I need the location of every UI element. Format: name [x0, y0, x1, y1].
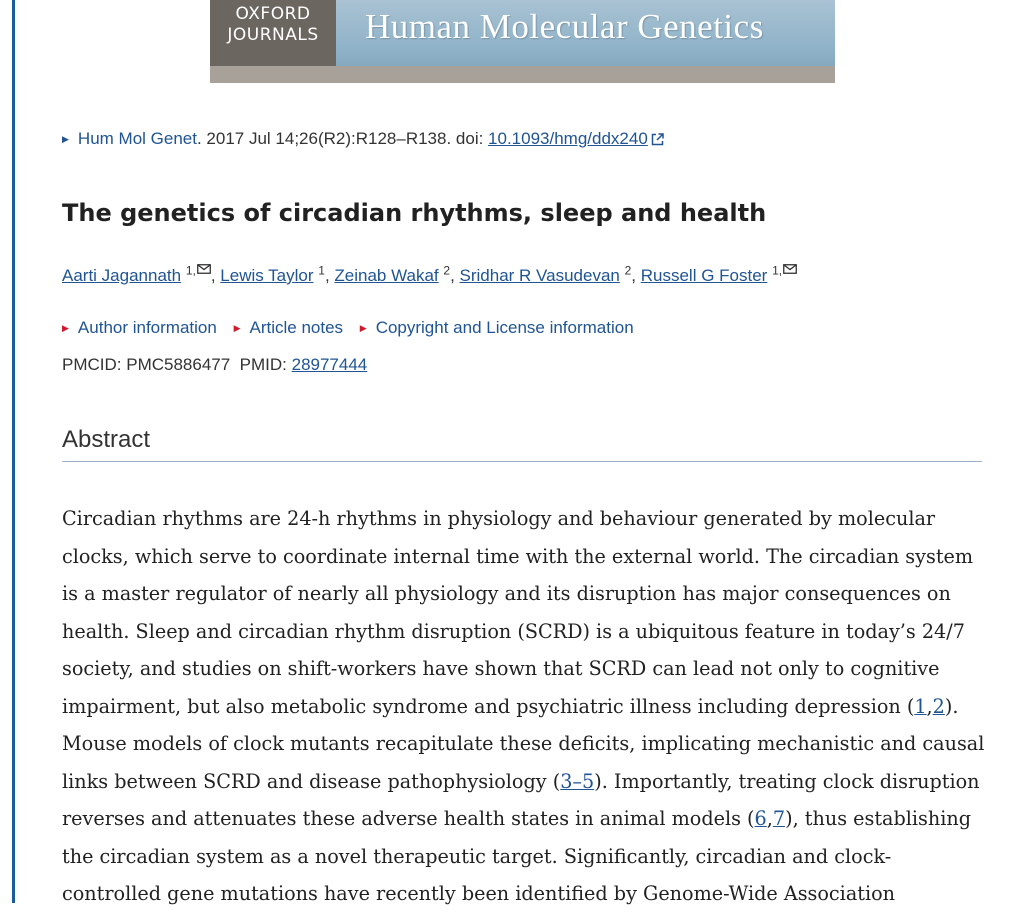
- journal-banner[interactable]: [210, 0, 835, 83]
- copyright-license-toggle[interactable]: [360, 318, 634, 337]
- left-accent-rule: [12, 0, 15, 903]
- citation-ref-link[interactable]: 3–5: [560, 769, 595, 793]
- author-affiliation: 1: [318, 263, 325, 278]
- author-link[interactable]: Zeinab Wakaf: [334, 266, 439, 285]
- author-affiliation: 2: [624, 263, 632, 278]
- article-identifiers: [62, 355, 367, 375]
- envelope-icon[interactable]: [783, 259, 797, 279]
- publisher-logo: [210, 0, 336, 66]
- abstract-text: ,: [766, 807, 773, 830]
- author-link[interactable]: Russell G Foster: [640, 266, 768, 285]
- pmcid-value: PMC5886477: [126, 355, 231, 374]
- copyright-license-label: Copyright and License information: [375, 318, 634, 337]
- article-info-links: [62, 318, 646, 338]
- article-title: The genetics of circadian rhythms, sleep and health: [62, 199, 767, 227]
- citation-ref-link[interactable]: 2: [932, 694, 945, 718]
- citation-ref-link[interactable]: 1: [914, 694, 927, 718]
- citation-ref-link[interactable]: 6: [754, 807, 767, 830]
- author-affiliation: 1,: [772, 263, 783, 278]
- doi-link[interactable]: 10.1093/hmg/ddx240: [488, 129, 648, 148]
- abstract-divider: [62, 461, 982, 462]
- envelope-icon[interactable]: [197, 259, 211, 279]
- article-notes-toggle[interactable]: [234, 318, 343, 337]
- expand-triangle-icon[interactable]: ▶: [62, 134, 69, 145]
- citation-line: [62, 129, 664, 151]
- author-link[interactable]: Sridhar R Vasudevan: [459, 266, 620, 285]
- abstract-text: ). Mouse models of clock mutants recapitulate these deficits, implicating mechanistic and causal links between SCRD and disease pathophysiology (: [62, 694, 985, 793]
- article-notes-label: Article notes: [249, 318, 344, 337]
- expand-triangle-icon: ▶: [359, 323, 367, 334]
- journal-link[interactable]: Hum Mol Genet: [77, 129, 197, 148]
- author-affiliation: 2: [443, 263, 451, 278]
- author-link[interactable]: Lewis Taylor: [220, 266, 314, 285]
- pmcid-label: PMCID:: [62, 355, 127, 374]
- author-list: Aarti Jagannath $^{1,}$ , Lewis Taylor $^1$, Zeinab Wakaf $^2$, Sridhar R Vasudevan $^2$, Russell G Foster $^{1,}$: [62, 259, 797, 286]
- abstract-text: Circadian rhythms are 24-h rhythms in physiology and behaviour generated by molecular clocks, which serve to coordinate internal time with the external world. The circadian system is a master regulator of nearly all physiology and its disruption has major consequences on health. Sleep and circadian rhythm disruption (SCRD) is a ubiquitous feature in today’s 24/7 society, and studies on shift-workers have shown that SCRD can lead not only to cognitive impairment, but also metabolic syndrome and psychiatric illness including depression (: [62, 507, 974, 718]
- external-link-icon[interactable]: [651, 131, 664, 151]
- abstract-text: ,: [926, 694, 933, 718]
- pmid-link[interactable]: 28977444: [291, 355, 368, 374]
- publisher-logo-line2: JOURNALS: [227, 25, 319, 45]
- abstract-paragraph: [62, 500, 987, 913]
- banner-strip: [210, 66, 835, 83]
- author-information-toggle[interactable]: [62, 318, 217, 337]
- citation-details: . 2017 Jul 14;26(R2):R128–R138. doi:: [196, 129, 489, 148]
- abstract-text: ), thus establishing the circadian system as a novel therapeutic target. Significantly, circadian and clock-controlled gene mutations have recently been identified by Genome-Wide Association: [62, 807, 972, 905]
- citation-ref-link[interactable]: 7: [772, 807, 786, 830]
- journal-banner-title: Human Molecular Genetics: [365, 7, 764, 46]
- abstract-text: ). Importantly, treating clock disruption reverses and attenuates these adverse health states in animal models (: [62, 769, 980, 830]
- pmid-label: PMID:: [239, 355, 292, 374]
- author-affiliation: 1,: [185, 263, 196, 278]
- author-link[interactable]: Aarti Jagannath: [62, 266, 182, 285]
- abstract-heading: Abstract: [62, 426, 151, 453]
- expand-triangle-icon: ▶: [233, 323, 241, 334]
- author-information-label: Author information: [77, 318, 217, 337]
- expand-triangle-icon: ▶: [62, 323, 69, 334]
- publisher-logo-line1: OXFORD: [235, 4, 311, 24]
